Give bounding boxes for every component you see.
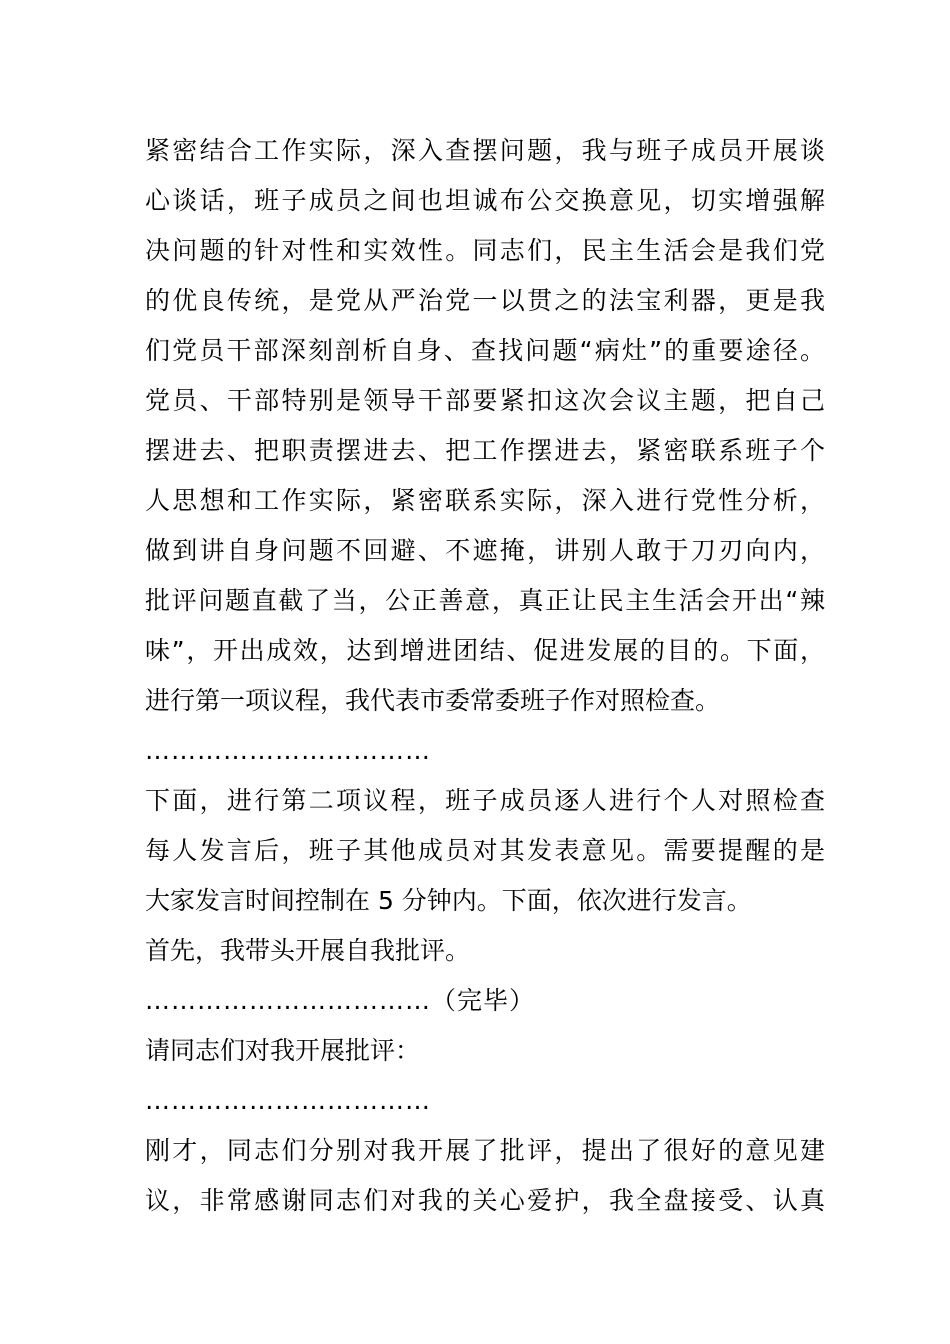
text-line: 下面，进行第二项议程，班子成员逐人进行个人对照检查 bbox=[145, 786, 825, 815]
text-line: 紧密结合工作实际，深入查摆问题，我与班子成员开展谈 bbox=[145, 136, 825, 165]
ellipsis-line: …………………………… bbox=[145, 736, 431, 765]
text-line: 议，非常感谢同志们对我的关心爱护，我全盘接受、认真 bbox=[145, 1186, 825, 1215]
ellipsis-line: …………………………… bbox=[145, 1086, 431, 1115]
text-line: 心谈话，班子成员之间也坦诚布公交换意见，切实增强解 bbox=[145, 186, 825, 215]
text-line: 首先，我带头开展自我批评。 bbox=[145, 936, 471, 965]
text-line: 人思想和工作实际，紧密联系实际，深入进行党性分析， bbox=[145, 486, 825, 515]
text-line: 决问题的针对性和实效性。同志们，民主生活会是我们党 bbox=[145, 236, 825, 265]
text-line: 进行第一项议程，我代表市委常委班子作对照检查。 bbox=[145, 686, 721, 715]
text-line: 做到讲自身问题不回避、不遮掩，讲别人敢于刀刃向内， bbox=[145, 536, 825, 565]
text-line: 党员、干部特别是领导干部要紧扣这次会议主题，把自己 bbox=[145, 386, 825, 415]
text-line: 的优良传统，是党从严治党一以贯之的法宝利器，更是我 bbox=[145, 286, 825, 315]
text-line: 摆进去、把职责摆进去、把工作摆进去，紧密联系班子个 bbox=[145, 436, 825, 465]
text-line: 味”，开出成效，达到增进团结、促进发展的目的。下面， bbox=[145, 636, 825, 665]
text-line: 请同志们对我开展批评： bbox=[145, 1036, 421, 1065]
text-line: 每人发言后，班子其他成员对其发表意见。需要提醒的是 bbox=[145, 836, 825, 865]
text-line: 刚才，同志们分别对我开展了批评，提出了很好的意见建 bbox=[145, 1136, 825, 1165]
text-line: 大家发言时间控制在 5 分钟内。下面，依次进行发言。 bbox=[145, 886, 752, 915]
document-body bbox=[145, 126, 825, 1226]
ellipsis-line: ……………………………（完毕） bbox=[145, 986, 536, 1015]
text-line: 批评问题直截了当，公正善意，真正让民主生活会开出“辣 bbox=[145, 586, 825, 615]
text-line: 们党员干部深刻剖析自身、查找问题“病灶”的重要途径。 bbox=[145, 336, 825, 365]
